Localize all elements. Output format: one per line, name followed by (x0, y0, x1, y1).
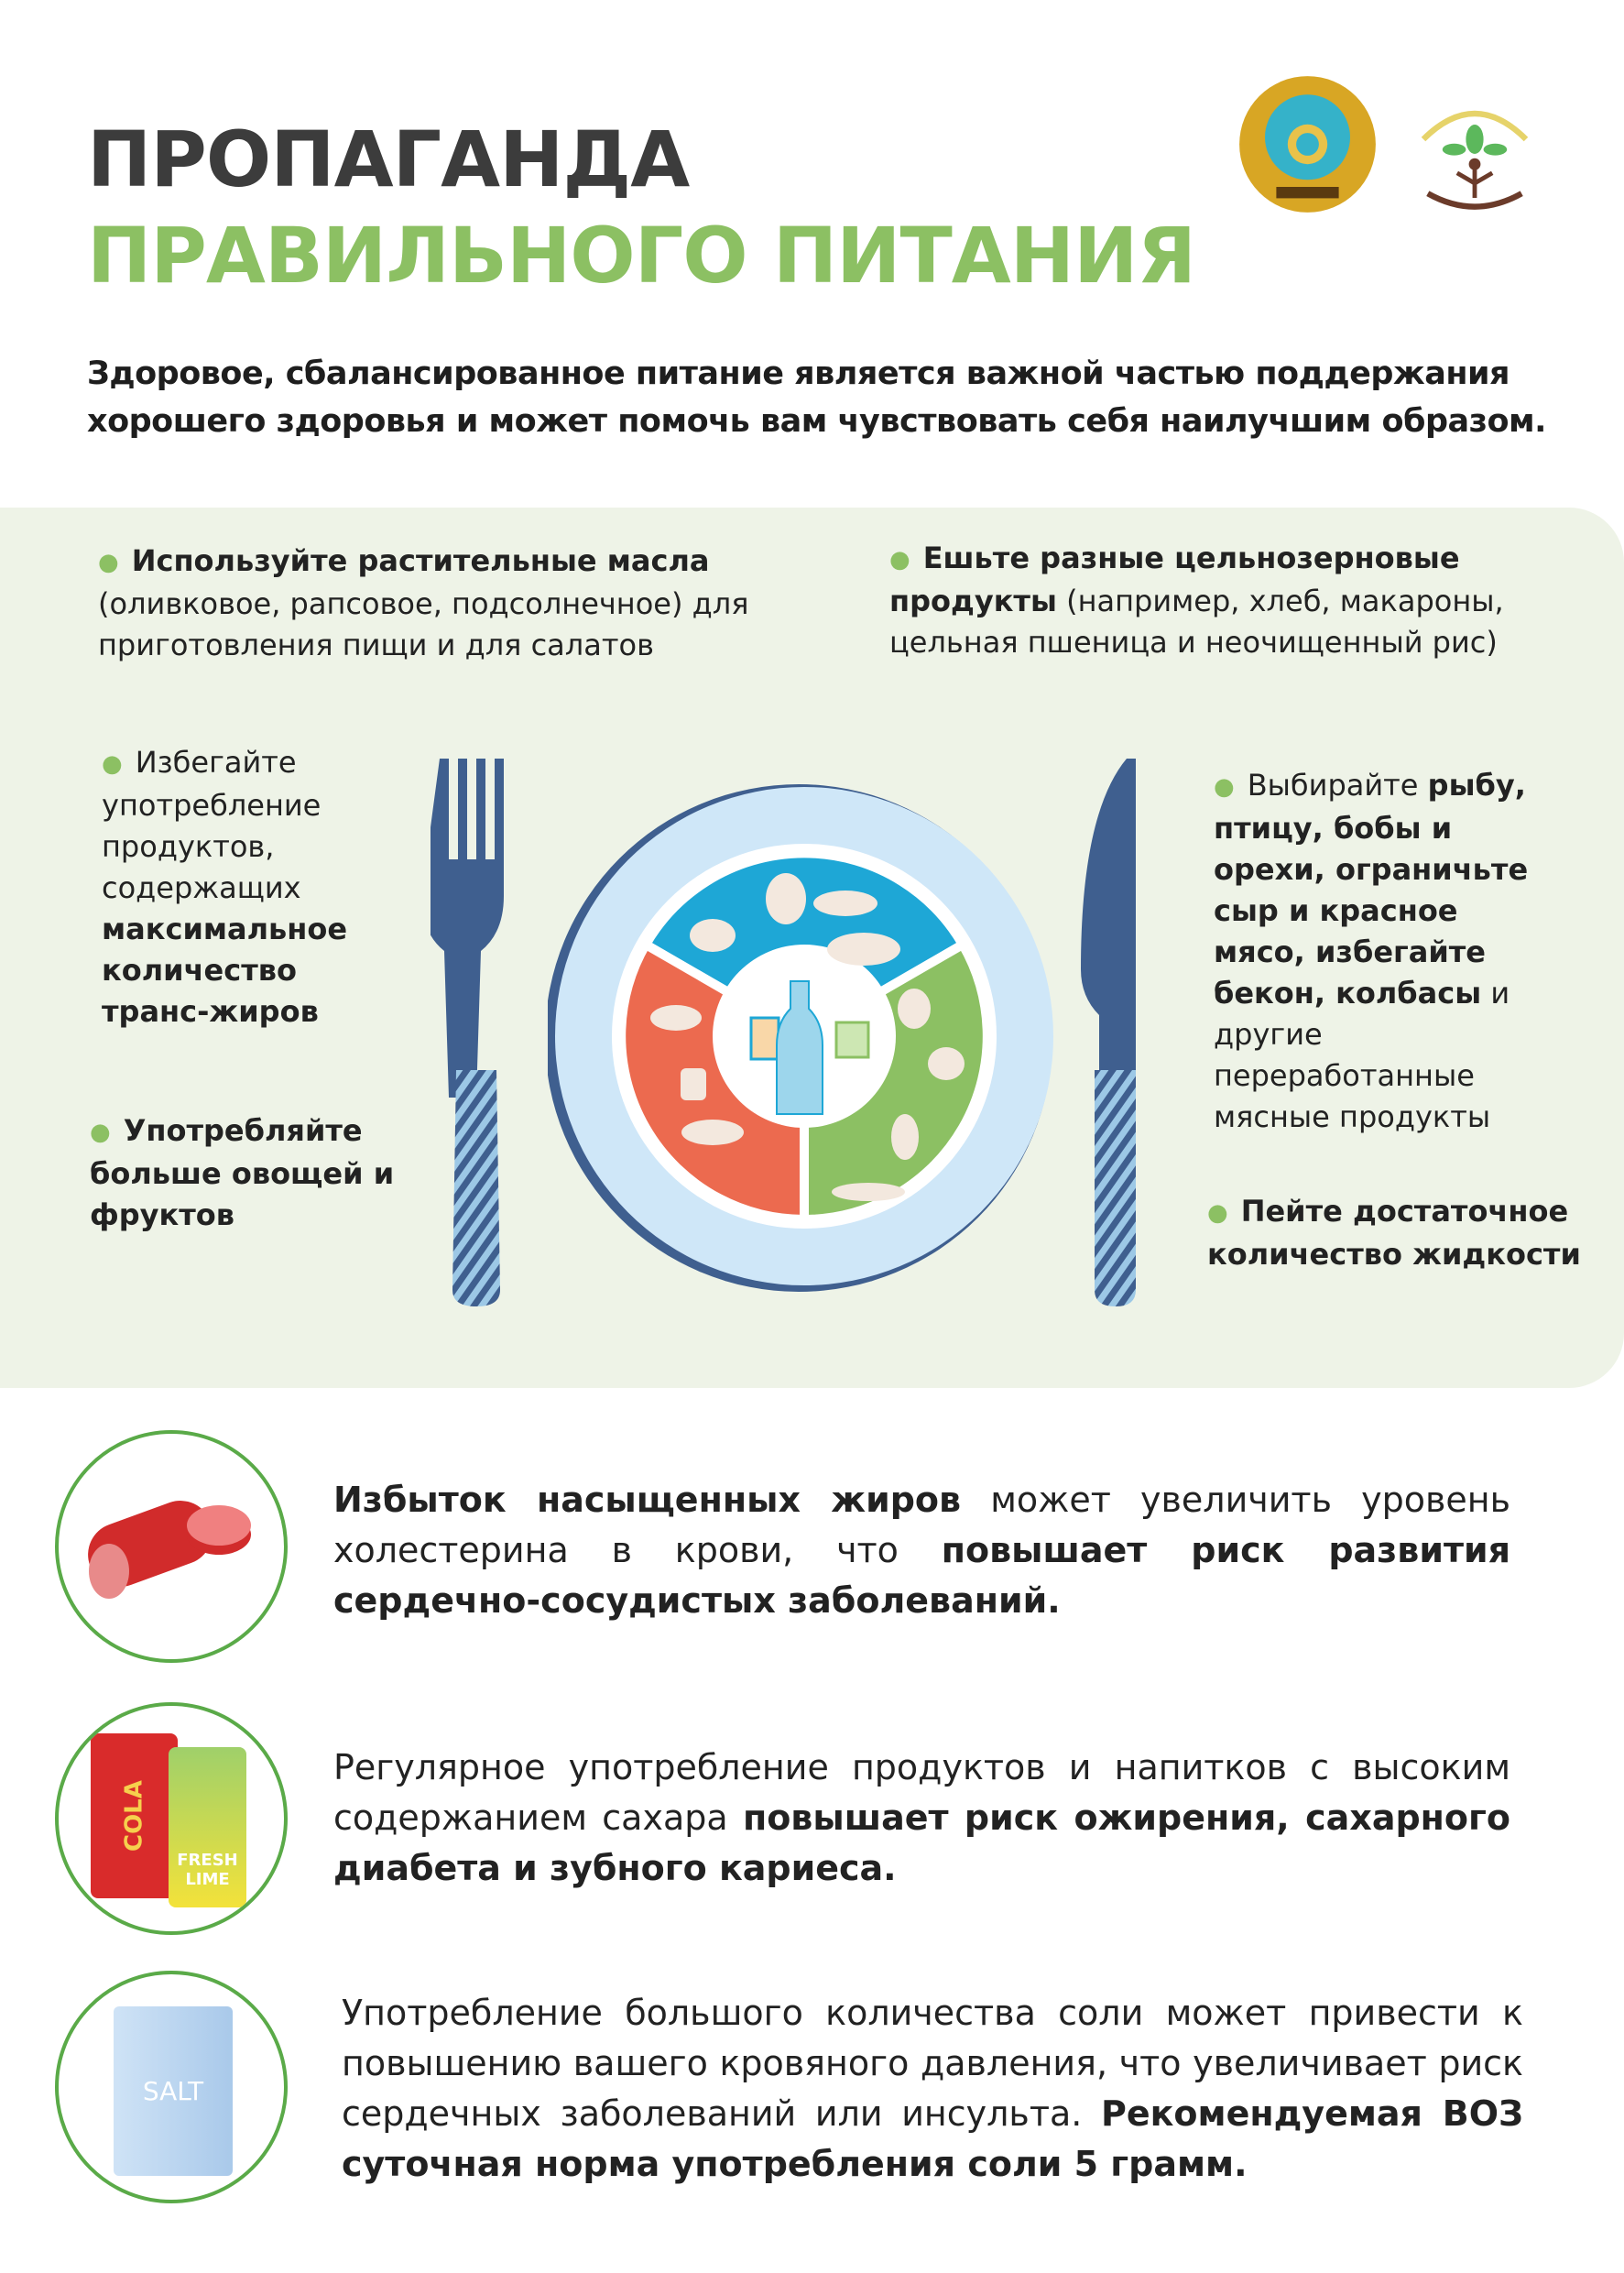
warning-saturated-fats: Избыток насыщенных жиров может увеличить уровень холестерина в крови, что повышает риск развития сердечно-сосудистых заболеваний. (333, 1480, 1510, 1621)
healthy-plate (548, 780, 1061, 1296)
intro-text: Здоровое, сбалансированное питание является важной частью поддержания хорошего здоровья и может помочь вам чувствовать себя наилучшим образом. (87, 355, 1546, 440)
tip-vegetables: ● Употребляйте больше овощей и фруктов (90, 1113, 395, 1232)
health-center-logo (1401, 73, 1548, 220)
salt-label: SALT (114, 2006, 233, 2176)
warning-sugar: Регулярное употребление продуктов и напитков с высоким содержанием сахара повышает риск ожирения, сахарного диабета и зубного кариеса. (333, 1747, 1510, 1888)
title-line-1: ПРОПАГАНДА (87, 115, 690, 204)
tip-fish: ● Выбирайте рыбу, птицу, бобы и орехи, ограничьте сыр и красное мясо, избегайте бекон, колбасы и другие переработанные мясные продукты (1214, 768, 1529, 1134)
tip-grains: ● Ешьте разные цельнозерновые продукты (например, хлеб, макароны, цельная пшеница и неочищенный рис) (889, 541, 1504, 660)
lime-can-label: FRESH LIME (169, 1747, 246, 1907)
warning-salt: Употребление большого количества соли может привести к повышению вашего кровяного давления, что увеличивает риск сердечных заболеваний или инсульта. Рекомендуемая ВОЗ суточная норма употребления соли 5 грамм. (342, 1993, 1524, 2184)
soda-cans-icon (55, 1702, 288, 1935)
tip-trans-fats: ● Избегайте употребление продуктов, содержащих максимальное количество транс-жиров (102, 745, 348, 1029)
salt-pack-icon (55, 1971, 288, 2203)
sausage-icon (55, 1430, 288, 1663)
tip-oils: ● Используйте растительные масла (оливковое, рапсовое, подсолнечное) для приготовления пищи и для салатов (98, 543, 749, 662)
tip-water: ● Пейте достаточное количество жидкости (1207, 1194, 1581, 1272)
cola-can-label: COLA (91, 1733, 178, 1898)
fork-icon (431, 759, 522, 1312)
knife-icon (1076, 759, 1145, 1312)
kazakhstan-emblem-logo (1237, 73, 1379, 215)
title-line-2: ПРАВИЛЬНОГО ПИТАНИЯ (87, 211, 1196, 301)
